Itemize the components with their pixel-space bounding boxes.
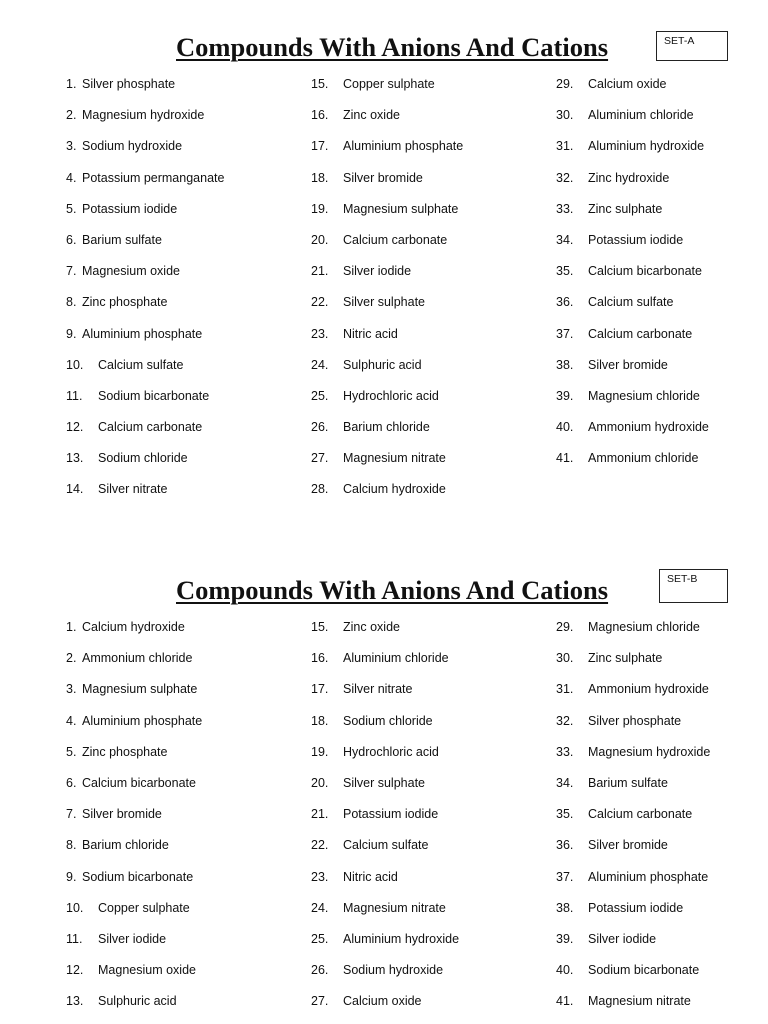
list-item — [556, 646, 766, 677]
item-number: 6. — [66, 775, 77, 790]
compound-name: Sulphuric acid — [98, 994, 177, 1009]
item-number: 24. — [311, 900, 329, 915]
list-item — [311, 865, 551, 896]
page-title: Compounds With Anions And Cations — [176, 575, 609, 605]
list-item — [66, 802, 306, 833]
list-item — [311, 103, 551, 134]
item-number: 10. — [66, 900, 84, 915]
item-number: 26. — [311, 420, 329, 435]
compound-name: Zinc oxide — [343, 108, 400, 123]
compound-name: Magnesium sulphate — [343, 201, 459, 216]
compound-name: Silver phosphate — [588, 713, 682, 728]
compound-list-column-3 — [556, 615, 766, 1020]
item-number: 3. — [66, 682, 77, 697]
list-item — [311, 989, 551, 1020]
compound-name: Potassium iodide — [588, 900, 684, 915]
item-number: 16. — [311, 651, 329, 666]
compound-name: Zinc phosphate — [82, 744, 168, 759]
list-item — [556, 446, 766, 477]
item-number: 35. — [556, 264, 574, 279]
compound-name: Aluminium hydroxide — [343, 931, 460, 946]
compound-name: Barium sulfate — [82, 232, 162, 247]
list-item — [311, 446, 551, 477]
item-number: 27. — [311, 451, 329, 466]
list-item — [556, 384, 766, 415]
list-item — [66, 927, 306, 958]
list-item — [66, 228, 306, 259]
list-item — [556, 353, 766, 384]
list-item — [311, 166, 551, 197]
list-item — [66, 677, 306, 708]
compound-name: Ammonium chloride — [82, 651, 193, 666]
list-item — [311, 134, 551, 165]
item-number: 32. — [556, 713, 574, 728]
compound-name: Silver iodide — [98, 931, 167, 946]
compound-list-column-2 — [311, 72, 551, 509]
list-item — [311, 353, 551, 384]
list-item — [556, 197, 766, 228]
item-number: 30. — [556, 651, 574, 666]
item-number: 23. — [311, 326, 329, 341]
item-number: 33. — [556, 201, 574, 216]
item-number: 27. — [311, 994, 329, 1009]
list-item — [311, 646, 551, 677]
item-number: 15. — [311, 620, 329, 634]
compound-name: Sodium bicarbonate — [98, 388, 210, 403]
item-number: 40. — [556, 963, 574, 978]
item-number: 3. — [66, 139, 77, 154]
compound-name: Potassium permanganate — [82, 170, 225, 185]
compound-name: Magnesium sulphate — [82, 682, 198, 697]
compound-name: Calcium hydroxide — [82, 620, 185, 634]
item-number: 16. — [311, 108, 329, 123]
item-number: 39. — [556, 931, 574, 946]
compound-name: Potassium iodide — [343, 807, 439, 822]
list-item — [556, 802, 766, 833]
page-title: Compounds With Anions And Cations — [176, 32, 609, 62]
item-number: 30. — [556, 108, 574, 123]
compound-name: Ammonium chloride — [588, 451, 699, 466]
item-number: 1. — [66, 620, 77, 634]
item-number: 21. — [311, 807, 329, 822]
list-item — [556, 958, 766, 989]
list-item — [556, 989, 766, 1020]
list-item — [311, 771, 551, 802]
list-item — [311, 259, 551, 290]
compound-name: Sodium hydroxide — [343, 963, 444, 978]
item-number: 9. — [66, 326, 77, 341]
compound-name: Aluminium hydroxide — [588, 139, 705, 154]
list-item — [311, 615, 551, 646]
list-item — [311, 290, 551, 321]
list-item — [556, 228, 766, 259]
list-item — [556, 833, 766, 864]
item-number: 24. — [311, 357, 329, 372]
item-number: 18. — [311, 170, 329, 185]
item-number: 38. — [556, 357, 574, 372]
compound-name: Calcium oxide — [343, 994, 422, 1009]
compound-name: Magnesium nitrate — [588, 994, 691, 1009]
item-number: 25. — [311, 931, 329, 946]
compound-name: Calcium sulfate — [98, 357, 184, 372]
item-number: 4. — [66, 713, 77, 728]
list-item — [311, 896, 551, 927]
item-number: 32. — [556, 170, 574, 185]
compound-name: Sodium chloride — [343, 713, 433, 728]
item-number: 14. — [66, 482, 84, 497]
list-item — [66, 709, 306, 740]
compound-name: Silver nitrate — [98, 482, 168, 497]
item-number: 11. — [66, 388, 83, 403]
compound-name: Silver iodide — [343, 264, 412, 279]
compound-name: Magnesium oxide — [98, 963, 196, 978]
compound-name: Hydrochloric acid — [343, 744, 439, 759]
item-number: 36. — [556, 295, 574, 310]
item-number: 22. — [311, 838, 329, 853]
item-number: 40. — [556, 420, 574, 435]
compound-name: Copper sulphate — [98, 900, 190, 915]
list-item — [311, 677, 551, 708]
list-item — [556, 771, 766, 802]
item-number: 4. — [66, 170, 77, 185]
list-item — [66, 740, 306, 771]
compound-list-column-1 — [66, 615, 306, 1020]
list-item — [311, 709, 551, 740]
item-number: 10. — [66, 357, 84, 372]
compound-name: Sodium bicarbonate — [588, 963, 700, 978]
compound-name: Silver iodide — [588, 931, 657, 946]
compound-name: Calcium carbonate — [98, 420, 203, 435]
list-item — [556, 290, 766, 321]
item-number: 26. — [311, 963, 329, 978]
compound-name: Aluminium phosphate — [588, 869, 709, 884]
list-item — [66, 134, 306, 165]
list-item — [311, 477, 551, 508]
list-item — [311, 384, 551, 415]
item-number: 13. — [66, 994, 84, 1009]
list-item — [311, 322, 551, 353]
compound-name: Calcium bicarbonate — [588, 264, 702, 279]
list-item — [66, 259, 306, 290]
item-number: 20. — [311, 775, 329, 790]
list-item — [311, 927, 551, 958]
item-number: 28. — [311, 482, 329, 497]
list-item — [66, 833, 306, 864]
list-item — [66, 865, 306, 896]
item-number: 31. — [556, 682, 574, 697]
compound-name: Zinc sulphate — [588, 201, 663, 216]
compound-name: Aluminium phosphate — [82, 326, 203, 341]
compound-name: Aluminium chloride — [588, 108, 694, 123]
item-number: 35. — [556, 807, 574, 822]
item-number: 18. — [311, 713, 329, 728]
compound-list-column-3 — [556, 72, 766, 477]
compound-name: Barium chloride — [82, 838, 169, 853]
compound-name: Barium chloride — [343, 420, 430, 435]
item-number: 7. — [66, 264, 77, 279]
list-item — [311, 197, 551, 228]
item-number: 21. — [311, 264, 329, 279]
compound-name: Magnesium hydroxide — [588, 744, 711, 759]
compound-name: Calcium hydroxide — [343, 482, 446, 497]
list-item — [311, 228, 551, 259]
list-item — [66, 103, 306, 134]
compound-name: Silver phosphate — [82, 77, 176, 91]
list-item — [311, 415, 551, 446]
compound-name: Silver sulphate — [343, 295, 425, 310]
item-number: 31. — [556, 139, 574, 154]
compound-name: Magnesium chloride — [588, 388, 700, 403]
list-item — [66, 197, 306, 228]
item-number: 23. — [311, 869, 329, 884]
compound-name: Zinc phosphate — [82, 295, 168, 310]
compound-name: Silver bromide — [588, 357, 668, 372]
item-number: 2. — [66, 108, 77, 123]
item-number: 6. — [66, 232, 77, 247]
list-item — [66, 958, 306, 989]
list-item — [311, 72, 551, 103]
item-number: 36. — [556, 838, 574, 853]
item-number: 7. — [66, 807, 77, 822]
compound-name: Calcium oxide — [588, 77, 667, 91]
list-item — [556, 896, 766, 927]
list-item — [66, 446, 306, 477]
item-number: 8. — [66, 295, 77, 310]
compound-name: Calcium carbonate — [588, 326, 693, 341]
compound-name: Magnesium oxide — [82, 264, 180, 279]
compound-name: Silver sulphate — [343, 775, 425, 790]
list-item — [66, 615, 306, 646]
item-number: 29. — [556, 77, 574, 91]
list-item — [556, 709, 766, 740]
set-label-box: SET-A — [656, 31, 728, 61]
compound-name: Magnesium nitrate — [343, 451, 446, 466]
compound-name: Zinc sulphate — [588, 651, 663, 666]
item-number: 13. — [66, 451, 84, 466]
compound-name: Silver bromide — [343, 170, 423, 185]
list-item — [66, 415, 306, 446]
compound-name: Calcium sulfate — [588, 295, 674, 310]
compound-name: Silver bromide — [588, 838, 668, 853]
list-item — [556, 72, 766, 103]
list-item — [556, 259, 766, 290]
set-label-box: SET-B — [659, 569, 728, 603]
compound-name: Potassium iodide — [588, 232, 684, 247]
list-item — [556, 322, 766, 353]
list-item — [556, 166, 766, 197]
compound-name: Sodium bicarbonate — [82, 869, 194, 884]
compound-name: Silver bromide — [82, 807, 162, 822]
item-number: 17. — [311, 139, 329, 154]
item-number: 9. — [66, 869, 77, 884]
item-number: 5. — [66, 744, 77, 759]
compound-name: Aluminium phosphate — [82, 713, 203, 728]
item-number: 15. — [311, 77, 329, 91]
compound-name: Magnesium nitrate — [343, 900, 446, 915]
compound-name: Aluminium chloride — [343, 651, 449, 666]
list-item — [66, 353, 306, 384]
compound-name: Hydrochloric acid — [343, 388, 439, 403]
compound-name: Barium sulfate — [588, 775, 668, 790]
list-item — [66, 290, 306, 321]
list-item — [66, 477, 306, 508]
item-number: 2. — [66, 651, 77, 666]
item-number: 19. — [311, 744, 329, 759]
list-item — [556, 615, 766, 646]
item-number: 8. — [66, 838, 77, 853]
list-item — [556, 677, 766, 708]
item-number: 41. — [556, 994, 574, 1009]
compound-name: Calcium bicarbonate — [82, 775, 196, 790]
list-item — [66, 166, 306, 197]
item-number: 25. — [311, 388, 329, 403]
list-item — [66, 771, 306, 802]
list-item — [311, 802, 551, 833]
list-item — [66, 72, 306, 103]
list-item — [66, 989, 306, 1020]
compound-name: Potassium iodide — [82, 201, 178, 216]
compound-name: Sulphuric acid — [343, 357, 422, 372]
item-number: 12. — [66, 963, 84, 978]
compound-name: Sodium hydroxide — [82, 139, 183, 154]
list-item — [556, 103, 766, 134]
list-item — [311, 740, 551, 771]
compound-name: Calcium carbonate — [343, 232, 448, 247]
item-number: 37. — [556, 869, 574, 884]
item-number: 17. — [311, 682, 329, 697]
item-number: 20. — [311, 232, 329, 247]
item-number: 12. — [66, 420, 84, 435]
list-item — [311, 958, 551, 989]
compound-list-column-2 — [311, 615, 551, 1020]
item-number: 1. — [66, 77, 77, 91]
compound-name: Ammonium hydroxide — [588, 682, 709, 697]
item-number: 5. — [66, 201, 77, 216]
compound-list-column-1 — [66, 72, 306, 509]
compound-name: Ammonium hydroxide — [588, 420, 709, 435]
item-number: 19. — [311, 201, 329, 216]
item-number: 37. — [556, 326, 574, 341]
list-item — [556, 134, 766, 165]
compound-name: Magnesium chloride — [588, 620, 700, 634]
compound-name: Nitric acid — [343, 869, 398, 884]
compound-name: Sodium chloride — [98, 451, 188, 466]
item-number: 11. — [66, 931, 83, 946]
item-number: 22. — [311, 295, 329, 310]
list-item — [311, 833, 551, 864]
list-item — [66, 322, 306, 353]
compound-name: Zinc hydroxide — [588, 170, 670, 185]
compound-name: Copper sulphate — [343, 77, 435, 91]
compound-name: Calcium carbonate — [588, 807, 693, 822]
item-number: 39. — [556, 388, 574, 403]
item-number: 29. — [556, 620, 574, 634]
item-number: 41. — [556, 451, 574, 466]
list-item — [66, 646, 306, 677]
compound-name: Calcium sulfate — [343, 838, 429, 853]
compound-name: Aluminium phosphate — [343, 139, 464, 154]
item-number: 38. — [556, 900, 574, 915]
list-item — [556, 865, 766, 896]
list-item — [66, 384, 306, 415]
compound-name: Silver nitrate — [343, 682, 413, 697]
list-item — [556, 740, 766, 771]
compound-name: Zinc oxide — [343, 620, 400, 634]
item-number: 34. — [556, 775, 574, 790]
list-item — [556, 415, 766, 446]
list-item — [556, 927, 766, 958]
item-number: 33. — [556, 744, 574, 759]
compound-name: Magnesium hydroxide — [82, 108, 205, 123]
compound-name: Nitric acid — [343, 326, 398, 341]
list-item — [66, 896, 306, 927]
item-number: 34. — [556, 232, 574, 247]
